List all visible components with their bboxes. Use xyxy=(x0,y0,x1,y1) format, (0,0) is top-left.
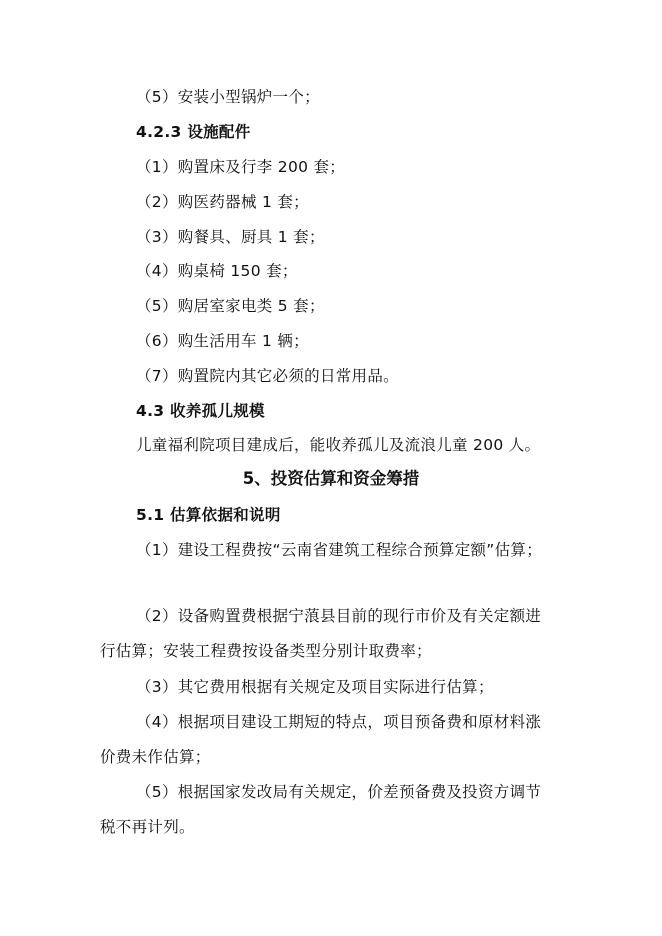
item-home-appliances: （5）购居室家电类 5 套； xyxy=(136,297,325,315)
item-tables-chairs: （4）购桌椅 150 套； xyxy=(136,262,298,280)
estimate-basis-2-line2: 行估算；安装工程费按设备类型分别计取费率； xyxy=(100,642,432,660)
section-heading-4-3: 4.3 收养孤儿规模 xyxy=(136,402,265,420)
estimate-basis-4-line1: （4）根据项目建设工期短的特点，项目预备费和原材料涨 xyxy=(136,713,542,731)
chapter-title-5: 5、投资估算和资金筹措 xyxy=(242,469,420,488)
estimate-basis-5-line1: （5）根据国家发改局有关规定，价差预备费及投资方调节 xyxy=(136,783,542,801)
section-heading-5-1: 5.1 估算依据和说明 xyxy=(136,506,281,524)
item-vehicle: （6）购生活用车 1 辆； xyxy=(136,332,309,350)
section-heading-4-2-3: 4.2.3 设施配件 xyxy=(136,123,251,141)
paragraph-capacity: 儿童福利院项目建成后，能收养孤儿及流浪儿童 200 人。 xyxy=(136,436,541,454)
estimate-basis-5-line2: 税不再计列。 xyxy=(100,818,195,836)
item-daily-necessities: （7）购置院内其它必须的日常用品。 xyxy=(136,367,399,385)
estimate-basis-3: （3）其它费用根据有关规定及项目实际进行估算； xyxy=(136,678,494,696)
estimate-basis-1: （1）建设工程费按“云南省建筑工程综合预算定额”估算； xyxy=(136,541,543,559)
item-beds-luggage: （1）购置床及行李 200 套； xyxy=(136,158,346,176)
estimate-basis-4-line2: 价费未作估算； xyxy=(100,748,211,766)
item-tableware-kitchenware: （3）购餐具、厨具 1 套； xyxy=(136,228,325,246)
item-install-boiler: （5）安装小型锅炉一个； xyxy=(136,88,320,106)
item-medical-equipment: （2）购医药器械 1 套； xyxy=(136,193,309,211)
estimate-basis-2-line1: （2）设备购置费根据宁蒗县目前的现行市价及有关定额进 xyxy=(136,607,542,625)
